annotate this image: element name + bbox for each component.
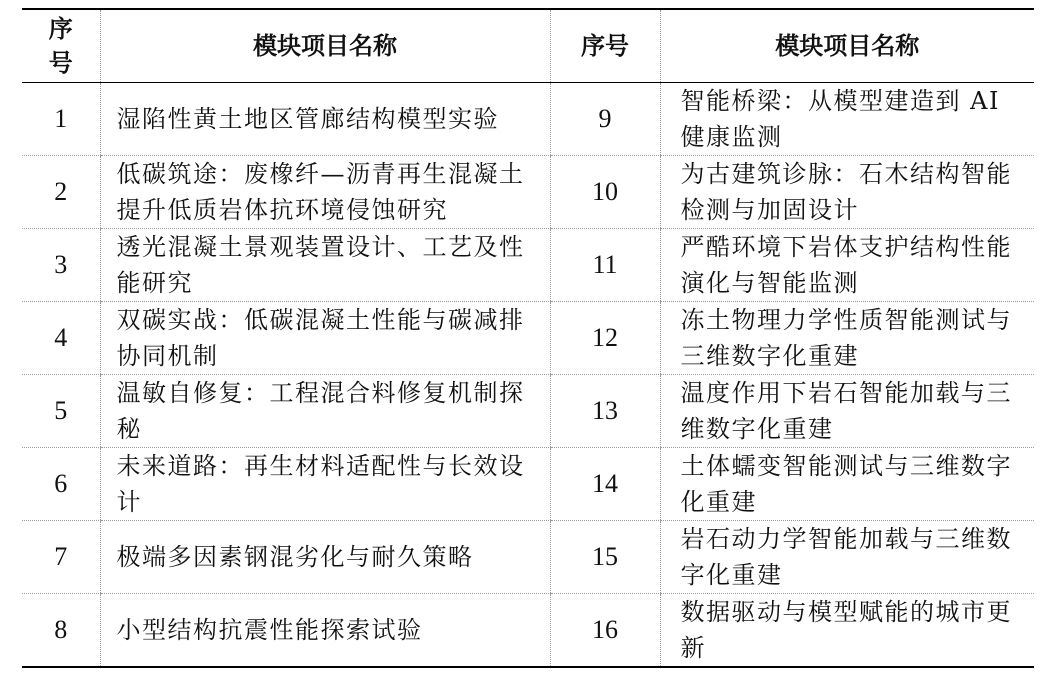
seq-right: 12 xyxy=(550,301,660,374)
table-row xyxy=(22,82,1034,155)
table-row xyxy=(22,447,1034,520)
project-name-right: 为古建筑诊脉：石木结构智能检测与加固设计 xyxy=(660,155,1034,228)
table-row xyxy=(22,301,1034,374)
table-row xyxy=(22,155,1034,228)
seq-left: 5 xyxy=(22,374,100,447)
seq-right: 14 xyxy=(550,447,660,520)
table-row xyxy=(22,228,1034,301)
project-name-right: 岩石动力学智能加载与三维数字化重建 xyxy=(660,520,1034,593)
project-name-right: 温度作用下岩石智能加载与三维数字化重建 xyxy=(660,374,1034,447)
seq-right: 10 xyxy=(550,155,660,228)
seq-right: 9 xyxy=(550,82,660,155)
project-name-left: 湿陷性黄土地区管廊结构模型实验 xyxy=(100,82,550,155)
header-name-left: 模块项目名称 xyxy=(100,9,550,82)
project-name-left: 双碳实战：低碳混凝土性能与碳减排协同机制 xyxy=(100,301,550,374)
seq-left: 3 xyxy=(22,228,100,301)
module-project-table xyxy=(22,8,1034,668)
seq-right: 13 xyxy=(550,374,660,447)
table-row xyxy=(22,374,1034,447)
header-name-right: 模块项目名称 xyxy=(660,9,1034,82)
project-name-right: 冻土物理力学性质智能测试与三维数字化重建 xyxy=(660,301,1034,374)
seq-left: 6 xyxy=(22,447,100,520)
seq-right: 11 xyxy=(550,228,660,301)
project-name-left: 小型结构抗震性能探索试验 xyxy=(100,593,550,667)
table-row xyxy=(22,593,1034,667)
project-name-right: 智能桥梁：从模型建造到 AI 健康监测 xyxy=(660,82,1034,155)
project-name-left: 未来道路：再生材料适配性与长效设计 xyxy=(100,447,550,520)
seq-right: 16 xyxy=(550,593,660,667)
table-row xyxy=(22,520,1034,593)
project-name-right: 土体蠕变智能测试与三维数字化重建 xyxy=(660,447,1034,520)
seq-left: 7 xyxy=(22,520,100,593)
seq-left: 4 xyxy=(22,301,100,374)
project-name-right: 严酷环境下岩体支护结构性能演化与智能监测 xyxy=(660,228,1034,301)
seq-right: 15 xyxy=(550,520,660,593)
seq-left: 2 xyxy=(22,155,100,228)
table-header-row xyxy=(22,9,1034,82)
seq-left: 1 xyxy=(22,82,100,155)
project-name-left: 极端多因素钢混劣化与耐久策略 xyxy=(100,520,550,593)
project-name-left: 温敏自修复：工程混合料修复机制探秘 xyxy=(100,374,550,447)
header-seq-left-text: 序 号 xyxy=(48,13,73,77)
project-name-right: 数据驱动与模型赋能的城市更新 xyxy=(660,593,1034,667)
seq-left: 8 xyxy=(22,593,100,667)
project-name-left: 低碳筑途：废橡纤—沥青再生混凝土提升低质岩体抗环境侵蚀研究 xyxy=(100,155,550,228)
project-name-left: 透光混凝土景观装置设计、工艺及性能研究 xyxy=(100,228,550,301)
header-seq-right: 序号 xyxy=(550,9,660,82)
header-seq-left xyxy=(22,9,100,82)
